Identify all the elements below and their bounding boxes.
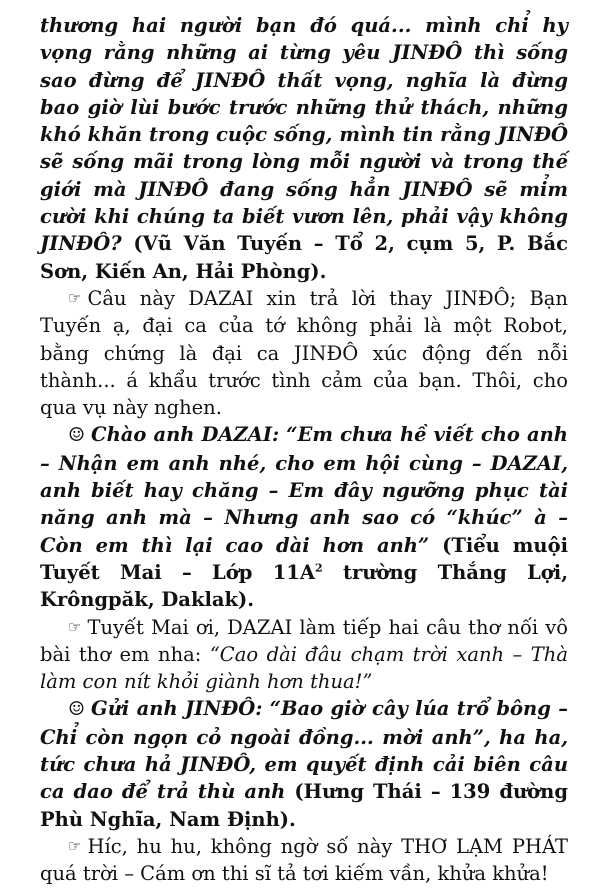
letter-paragraph-3 [40,695,568,832]
reply-text: Câu này DAZAI xin trả lời thay JINĐÔ; Bạn Tuyến ạ, đại ca của tớ không phải là một Robot, bằng chứng là đại ca JINĐÔ xúc động đến nỗi thành... á khẩu trước tình cảm của bạn. Thôi, cho qua vụ này nghen. [40,286,568,420]
letter-signature: (Hưng Thái – 139 đường Phù Nghĩa, Nam Định). [40,780,568,831]
pointing-hand-icon: ☞ [68,617,82,636]
letter-signature: (Vũ Văn Tuyến – Tổ 2, cụm 5, P. Bắc Sơn, Kiến An, Hải Phòng). [40,232,568,283]
reply-paragraph-3 [40,833,568,888]
smiley-face-icon: ☺ [68,424,86,447]
letter-paragraph-2 [40,421,568,613]
letter-signature: (Tiểu muội Tuyết Mai – Lớp $11A^2$ trường Thắng Lợi, Krôngpăk, Daklak). [40,533,568,612]
pointing-hand-icon: ☞ [68,836,82,855]
letter-body: thương hai người bạn đó quá... mình chỉ hy vọng rằng những ai từng yêu JINĐÔ thì sống sao đừng để JINĐÔ thất vọng, nghĩa là đừng bao giờ lùi bước trước những thử thách, những khó khăn trong cuộc sống, mình tin rằng JINĐÔ sẽ sống mãi trong lòng mỗi người và trong thế giới mà JINĐÔ đang sống hẳn JINĐÔ sẽ mỉm cười khi chúng ta biết vươn lên, phải vậy không JINĐÔ? [40,14,568,256]
reply-verse: “Cao dài đâu chạm trời xanh – Thà làm con nít khỏi giành hơn thua!” [40,642,568,694]
page-text [40,12,568,888]
letter-body: Chào anh DAZAI: “Em chưa hề viết cho anh – Nhận em anh nhé, cho em hội cùng – DAZAI, anh biết hay chăng – Em đây ngưỡng phục tài năng anh mà – Nhưng anh sao có “khúc” à – Còn em thì lại cao dài hơn anh” [40,423,568,557]
reply-text: Híc, hu hu, không ngờ số này THƠ LẠM PHÁT quá trời – Cám ơn thi sĩ tả tơi kiếm vần, khửa khửa! [40,834,568,886]
reply-paragraph-1 [40,285,568,421]
reply-paragraph-2 [40,614,568,696]
reply-text: Tuyết Mai ơi, DAZAI làm tiếp hai câu thơ nối vô bài thơ em nha: [40,615,568,666]
smiley-face-icon: ☺ [68,698,86,721]
pointing-hand-icon: ☞ [68,288,82,307]
letter-paragraph-1 [40,12,568,285]
letter-body: Gửi anh JINĐÔ: “Bao giờ cây lúa trổ bông – Chỉ còn ngọn cỏ ngoài đồng... mời anh”, ha ha, tức chưa hả JINĐÔ, em quyết định cải biên câu ca dao để trả thù anh [40,697,568,804]
